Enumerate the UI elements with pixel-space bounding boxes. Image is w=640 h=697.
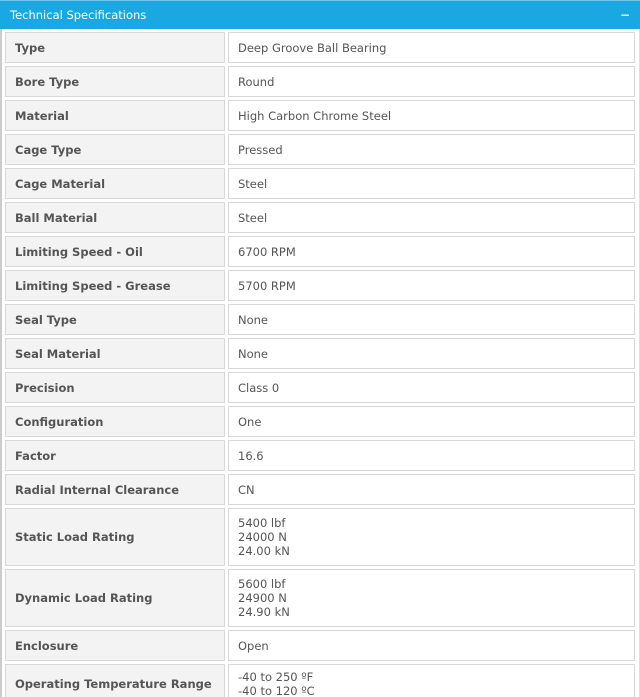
spec-label: Limiting Speed - Oil [5,236,225,267]
spec-value-line: One [238,414,262,429]
spec-value [228,202,635,233]
spec-value-line: 5700 RPM [238,278,296,293]
spec-value-line: None [238,346,269,361]
spec-value [228,569,635,627]
spec-value [228,630,635,661]
spec-value-line: Pressed [238,142,283,157]
spec-label: Cage Type [5,134,225,165]
spec-value-line: Round [238,74,275,89]
spec-label: Bore Type [5,66,225,97]
table-row [5,100,635,131]
spec-value [228,32,635,63]
spec-value-line: 24.90 kN [238,605,290,619]
table-row [5,338,635,369]
spec-value [228,168,635,199]
table-row [5,664,635,697]
table-row [5,236,635,267]
spec-value [228,474,635,505]
table-row [5,270,635,301]
spec-value-line: -40 to 250 ºF [238,670,314,684]
panel-body [0,29,640,697]
spec-value-line: 24900 N [238,591,287,605]
table-row [5,440,635,471]
spec-value-line: None [238,312,269,327]
table-row [5,508,635,566]
table-row [5,406,635,437]
spec-label: Factor [5,440,225,471]
spec-value-line: 5600 lbf [238,577,286,591]
spec-label: Operating Temperature Range [5,664,225,697]
spec-value-line: 16.6 [238,448,264,463]
spec-label: Seal Material [5,338,225,369]
spec-value [228,236,635,267]
spec-value-line: Class 0 [238,380,280,395]
table-row [5,168,635,199]
spec-value-line: -40 to 120 ºC [238,684,315,697]
spec-label: Radial Internal Clearance [5,474,225,505]
table-row [5,134,635,165]
spec-value [228,304,635,335]
table-row [5,474,635,505]
panel-header[interactable] [0,0,640,29]
table-row [5,304,635,335]
spec-value [228,406,635,437]
panel-title: Technical Specifications [10,8,147,22]
spec-value [228,66,635,97]
spec-label: Material [5,100,225,131]
spec-value [228,664,635,697]
table-row [5,202,635,233]
spec-label: Precision [5,372,225,403]
table-row [5,66,635,97]
spec-label: Cage Material [5,168,225,199]
spec-value-line: 24.00 kN [238,544,290,558]
spec-label: Dynamic Load Rating [5,569,225,627]
spec-label: Seal Type [5,304,225,335]
spec-value-line: 24000 N [238,530,287,544]
spec-label: Type [5,32,225,63]
spec-value [228,270,635,301]
spec-label: Enclosure [5,630,225,661]
spec-label: Static Load Rating [5,508,225,566]
spec-value-line: High Carbon Chrome Steel [238,108,392,123]
spec-value [228,100,635,131]
spec-label: Ball Material [5,202,225,233]
spec-label: Limiting Speed - Grease [5,270,225,301]
spec-value-line: Open [238,638,269,653]
table-row [5,372,635,403]
table-row [5,630,635,661]
spec-value-line: 5400 lbf [238,516,286,530]
spec-value-line: Deep Groove Ball Bearing [238,40,387,55]
collapse-icon[interactable]: − [619,8,630,22]
table-row [5,569,635,627]
spec-value-line: 6700 RPM [238,244,296,259]
specs-table [2,29,638,697]
spec-value [228,372,635,403]
table-row [5,32,635,63]
spec-value [228,440,635,471]
spec-value-line: Steel [238,210,268,225]
spec-value [228,338,635,369]
spec-label: Configuration [5,406,225,437]
spec-value-line: Steel [238,176,268,191]
spec-value-line: CN [238,482,255,497]
spec-value [228,508,635,566]
spec-value [228,134,635,165]
